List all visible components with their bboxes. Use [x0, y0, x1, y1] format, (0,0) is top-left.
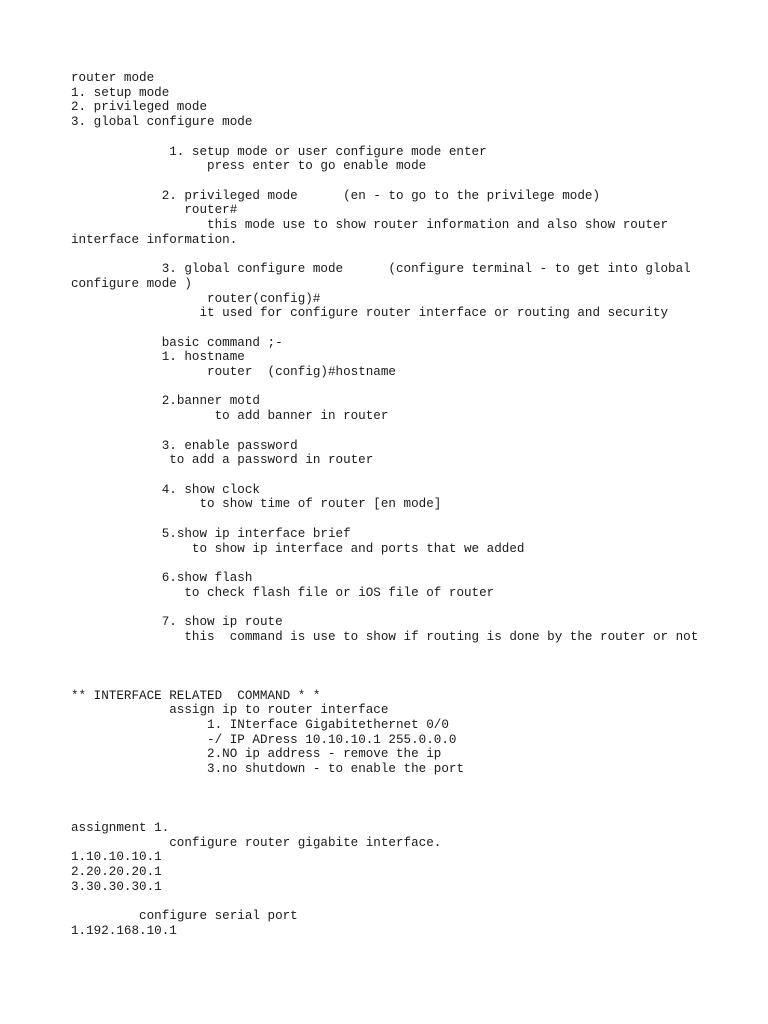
- document-body-text: router mode 1. setup mode 2. privileged mode 3. global configure mode 1. setup mode or user configure mode enter press enter to go enable mode 2. privileged mode (en - to go to the privilege mode) router# this mode use to show router information and also show router interface information. 3. global configure mode (configure terminal - to get into global configure mode ) router(config)# it used for configure router interface or routing and security basic command ;- 1. hostname router (config)#hostname 2.banner motd to add banner in router 3. enable password to add a password in router 4. show clock to show time of router [en mode] 5.show ip interface brief to show ip interface and ports that we added 6.show flash to check flash file or iOS file of router 7. show ip route this command is use to show if routing is done by the router or not ** INTERFACE RELATED COMMAND * * assign ip to router interface 1. INterface Gigabitethernet 0/0 -/ IP ADress 10.10.10.1 255.0.0.0 2.NO ip address - remove the ip 3.no shutdown - to enable the port assignment 1. configure router gigabite interface. 1.10.10.10.1 2.20.20.20.1 3.30.30.30.1 configure serial port 1.192.168.10.1: [71, 71, 699, 938]
